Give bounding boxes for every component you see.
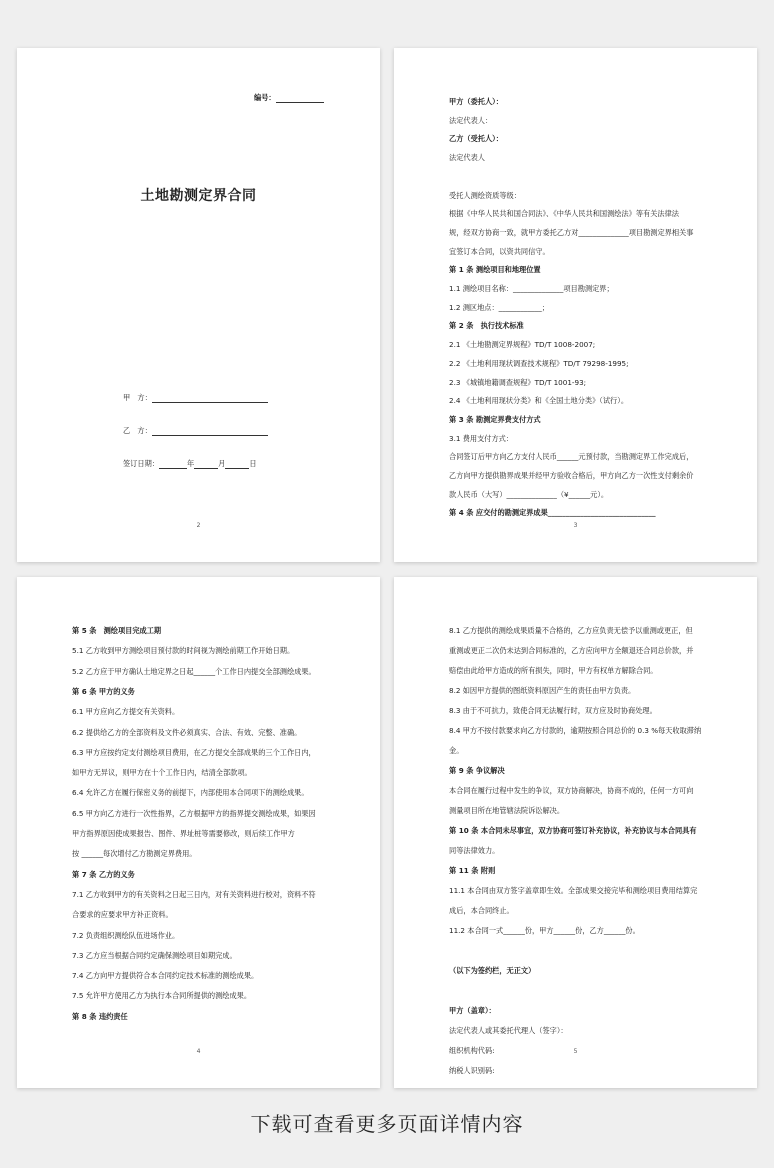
body-line: 6.1 甲方应向乙方提交有关资料。	[72, 707, 180, 717]
body-line: 6.3 甲方应按约定支付测绘项目费用，在乙方提交全部成果的三个工作日内，	[72, 747, 316, 757]
body-line: 6.2 提供给乙方的全部资料及文件必须真实、合法、有效、完整、准确。	[72, 727, 302, 737]
body-line: 按 ______每次增付乙方勘测定界费用。	[72, 849, 197, 859]
party-b-blank	[152, 427, 268, 436]
body-line: 如甲方无异议，则甲方在十个工作日内，结清全部款项。	[72, 768, 252, 778]
section-heading: 第 7 条 乙方的义务	[72, 869, 135, 879]
day-blank	[225, 460, 249, 469]
body-line: 根据《中华人民共和国合同法》、《中华人民共和国测绘法》等有关法律法	[449, 209, 679, 219]
body-line: 规，经双方协商一致，就甲方委托乙方对______________项目勘测定界相关事	[449, 227, 694, 237]
body-line: 2.1 《土地勘测定界规程》TD/T 1008-2007;	[449, 340, 596, 350]
party-b-row	[123, 426, 268, 436]
body-line: 7.1 乙方收到甲方的有关资料之日起三日内，对有关资料进行校对，资料不符	[72, 889, 316, 899]
body-line: 金。	[449, 746, 464, 755]
section-heading: 第 10 条 本合同未尽事宜，双方协商可签订补充协议，补充协议与本合同具有	[449, 826, 697, 835]
body-line: 受托人测绘资质等级：	[449, 190, 521, 200]
contract-number	[254, 93, 324, 103]
body-line: 款人民币（大写）______________（¥______元）。	[449, 489, 609, 499]
body-line: 2.2 《土地利用现状调查技术规程》TD/T 79298-1995;	[449, 358, 629, 368]
body-line: 宜签订本合同，以资共同信守。	[449, 246, 550, 256]
page-number: 4	[196, 1048, 201, 1055]
body-line: 1.2 测区地点：____________；	[449, 302, 549, 312]
section-heading: 第 6 条 甲方的义务	[72, 686, 135, 696]
body-line: 法定代表人：	[449, 115, 493, 125]
page-terms-1	[394, 48, 757, 562]
page-number: 5	[573, 1048, 578, 1055]
sign-date-label: 签订日期：	[123, 459, 159, 468]
page-number: 2	[196, 522, 201, 529]
body-line: 1.1 测绘项目名称：______________项目勘测定界；	[449, 284, 614, 293]
party-a-label: 甲 方：	[123, 393, 152, 402]
page-terms-2	[17, 577, 380, 1088]
year-blank	[159, 460, 187, 469]
body-line: 本合同在履行过程中发生的争议，双方协商解决，协商不成的，任何一方可向	[449, 786, 694, 795]
body-line: 7.5 允许甲方使用乙方为执行本合同所提供的测绘成果。	[72, 991, 252, 1001]
party-a-row	[123, 393, 268, 403]
body-line: 测量项目所在地管辖法院诉讼解决。	[449, 806, 565, 815]
sign-date-row	[123, 459, 257, 469]
body-line: 纳税人识别码:	[449, 1066, 495, 1075]
body-line: 6.5 甲方向乙方进行一次性指界，乙方根据甲方的指界提交测绘成果，如果因	[72, 808, 316, 818]
body-line: 7.3 乙方应当根据合同约定确保测绘项目如期完成。	[72, 950, 237, 960]
body-line: 11.1 本合同由双方签字盖章即生效。全部成果交接完毕和测绘项目费用结算完	[449, 886, 698, 895]
body-line: 同等法律效力。	[449, 846, 500, 855]
section-heading: 第 2 条 执行技术标准	[449, 321, 524, 331]
download-more-link[interactable]: 下载可查看更多页面详情内容	[250, 1112, 524, 1136]
body-line: 法定代表人	[449, 153, 485, 163]
body-line: 8.2 如因甲方提供的图纸资料原因产生的责任由甲方负责。	[449, 686, 636, 695]
contract-number-blank	[276, 94, 324, 103]
section-heading: 第 3 条 勘测定界费支付方式	[449, 414, 541, 424]
page-cover	[17, 48, 380, 562]
body-line: 甲方指界原因使成果报告、图件、界址桩等需要修改，则后续工作甲方	[72, 829, 295, 838]
body-line: 乙方向甲方提供勘界成果并经甲方验收合格后，甲方向乙方一次性支付剩余价	[449, 471, 694, 480]
party-a-blank	[152, 394, 268, 403]
section-heading: 第 1 条 测绘项目和地理位置	[449, 265, 541, 275]
section-heading: 甲方（盖章）：	[449, 1006, 496, 1015]
body-line: 7.4 乙方向甲方提供符合本合同约定技术标准的测绘成果。	[72, 971, 259, 981]
body-line: 合同签订后甲方向乙方支付人民币______元预付款，当勘测定界工作完成后，	[449, 452, 694, 462]
section-heading: 乙方（受托人）：	[449, 134, 503, 144]
page-terms-3	[394, 577, 757, 1088]
body-line: 成后，本合同终止。	[449, 906, 514, 915]
page-title: 土地勘测定界合同	[140, 188, 257, 204]
month-blank	[194, 460, 218, 469]
body-line: 8.4 甲方不按付款要求向乙方付款的，逾期按照合同总价的 0.3 %每天收取滞纳	[449, 726, 702, 735]
body-line: 2.4 《土地利用现状分类》和《全国土地分类》（试行）。	[449, 396, 629, 406]
day-label: 日	[249, 459, 257, 468]
body-line: 11.2 本合同一式______份，甲方______份，乙方______份。	[449, 926, 640, 935]
section-heading: （以下为签约栏，无正文）	[449, 966, 536, 975]
body-line: 7.2 负责组织测绘队伍进场作业。	[72, 930, 180, 940]
year-label: 年	[186, 459, 195, 468]
page-number: 3	[573, 522, 578, 529]
contract-number-label: 编号：	[254, 93, 276, 102]
body-line: 组织机构代码:	[449, 1046, 495, 1055]
body-line: 2.3 《城镇地籍调查规程》TD/T 1001-93;	[449, 377, 587, 387]
section-heading: 第 8 条 违约责任	[72, 1011, 128, 1021]
body-line: 5.2 乙方应于甲方确认土地定界之日起______个工作日内提交全部测绘成果。	[72, 666, 316, 676]
month-label: 月	[218, 459, 226, 468]
body-line: 合要求的应要求甲方补正资料。	[72, 910, 173, 920]
body-line: 3.1 费用支付方式：	[449, 433, 514, 443]
section-heading: 第 11 条 附则	[449, 866, 496, 875]
body-line: 8.3 由于不可抗力，致使合同无法履行时，双方应及时协商处理。	[449, 706, 657, 715]
section-heading: 第 5 条 测绘项目完成工期	[72, 626, 162, 635]
body-line: 赔偿由此给甲方造成的所有损失，同时，甲方有权单方解除合同。	[449, 666, 658, 675]
body-line: 重测或更正二次仍未达到合同标准的，乙方应向甲方全额退还合同总价款，并	[449, 646, 694, 655]
section-heading: 第 9 条 争议解决	[449, 766, 505, 775]
body-line: 6.4 允许乙方在履行保密义务的前提下，内部使用本合同项下的测绘成果。	[72, 788, 309, 798]
body-line: 5.1 乙方收到甲方测绘项目预付款的时间视为测绘前期工作开始日期。	[72, 646, 295, 656]
section-heading: 第 4 条 应交付的勘测定界成果______________________________	[449, 508, 656, 518]
body-line: 8.1 乙方提供的测绘成果质量不合格的，乙方应负责无偿予以重测或更正，但	[449, 626, 693, 635]
body-line: 法定代表人或其委托代理人（签字）：	[449, 1026, 568, 1035]
party-b-label: 乙 方：	[123, 426, 152, 435]
section-heading: 甲方（委托人）：	[449, 97, 503, 106]
